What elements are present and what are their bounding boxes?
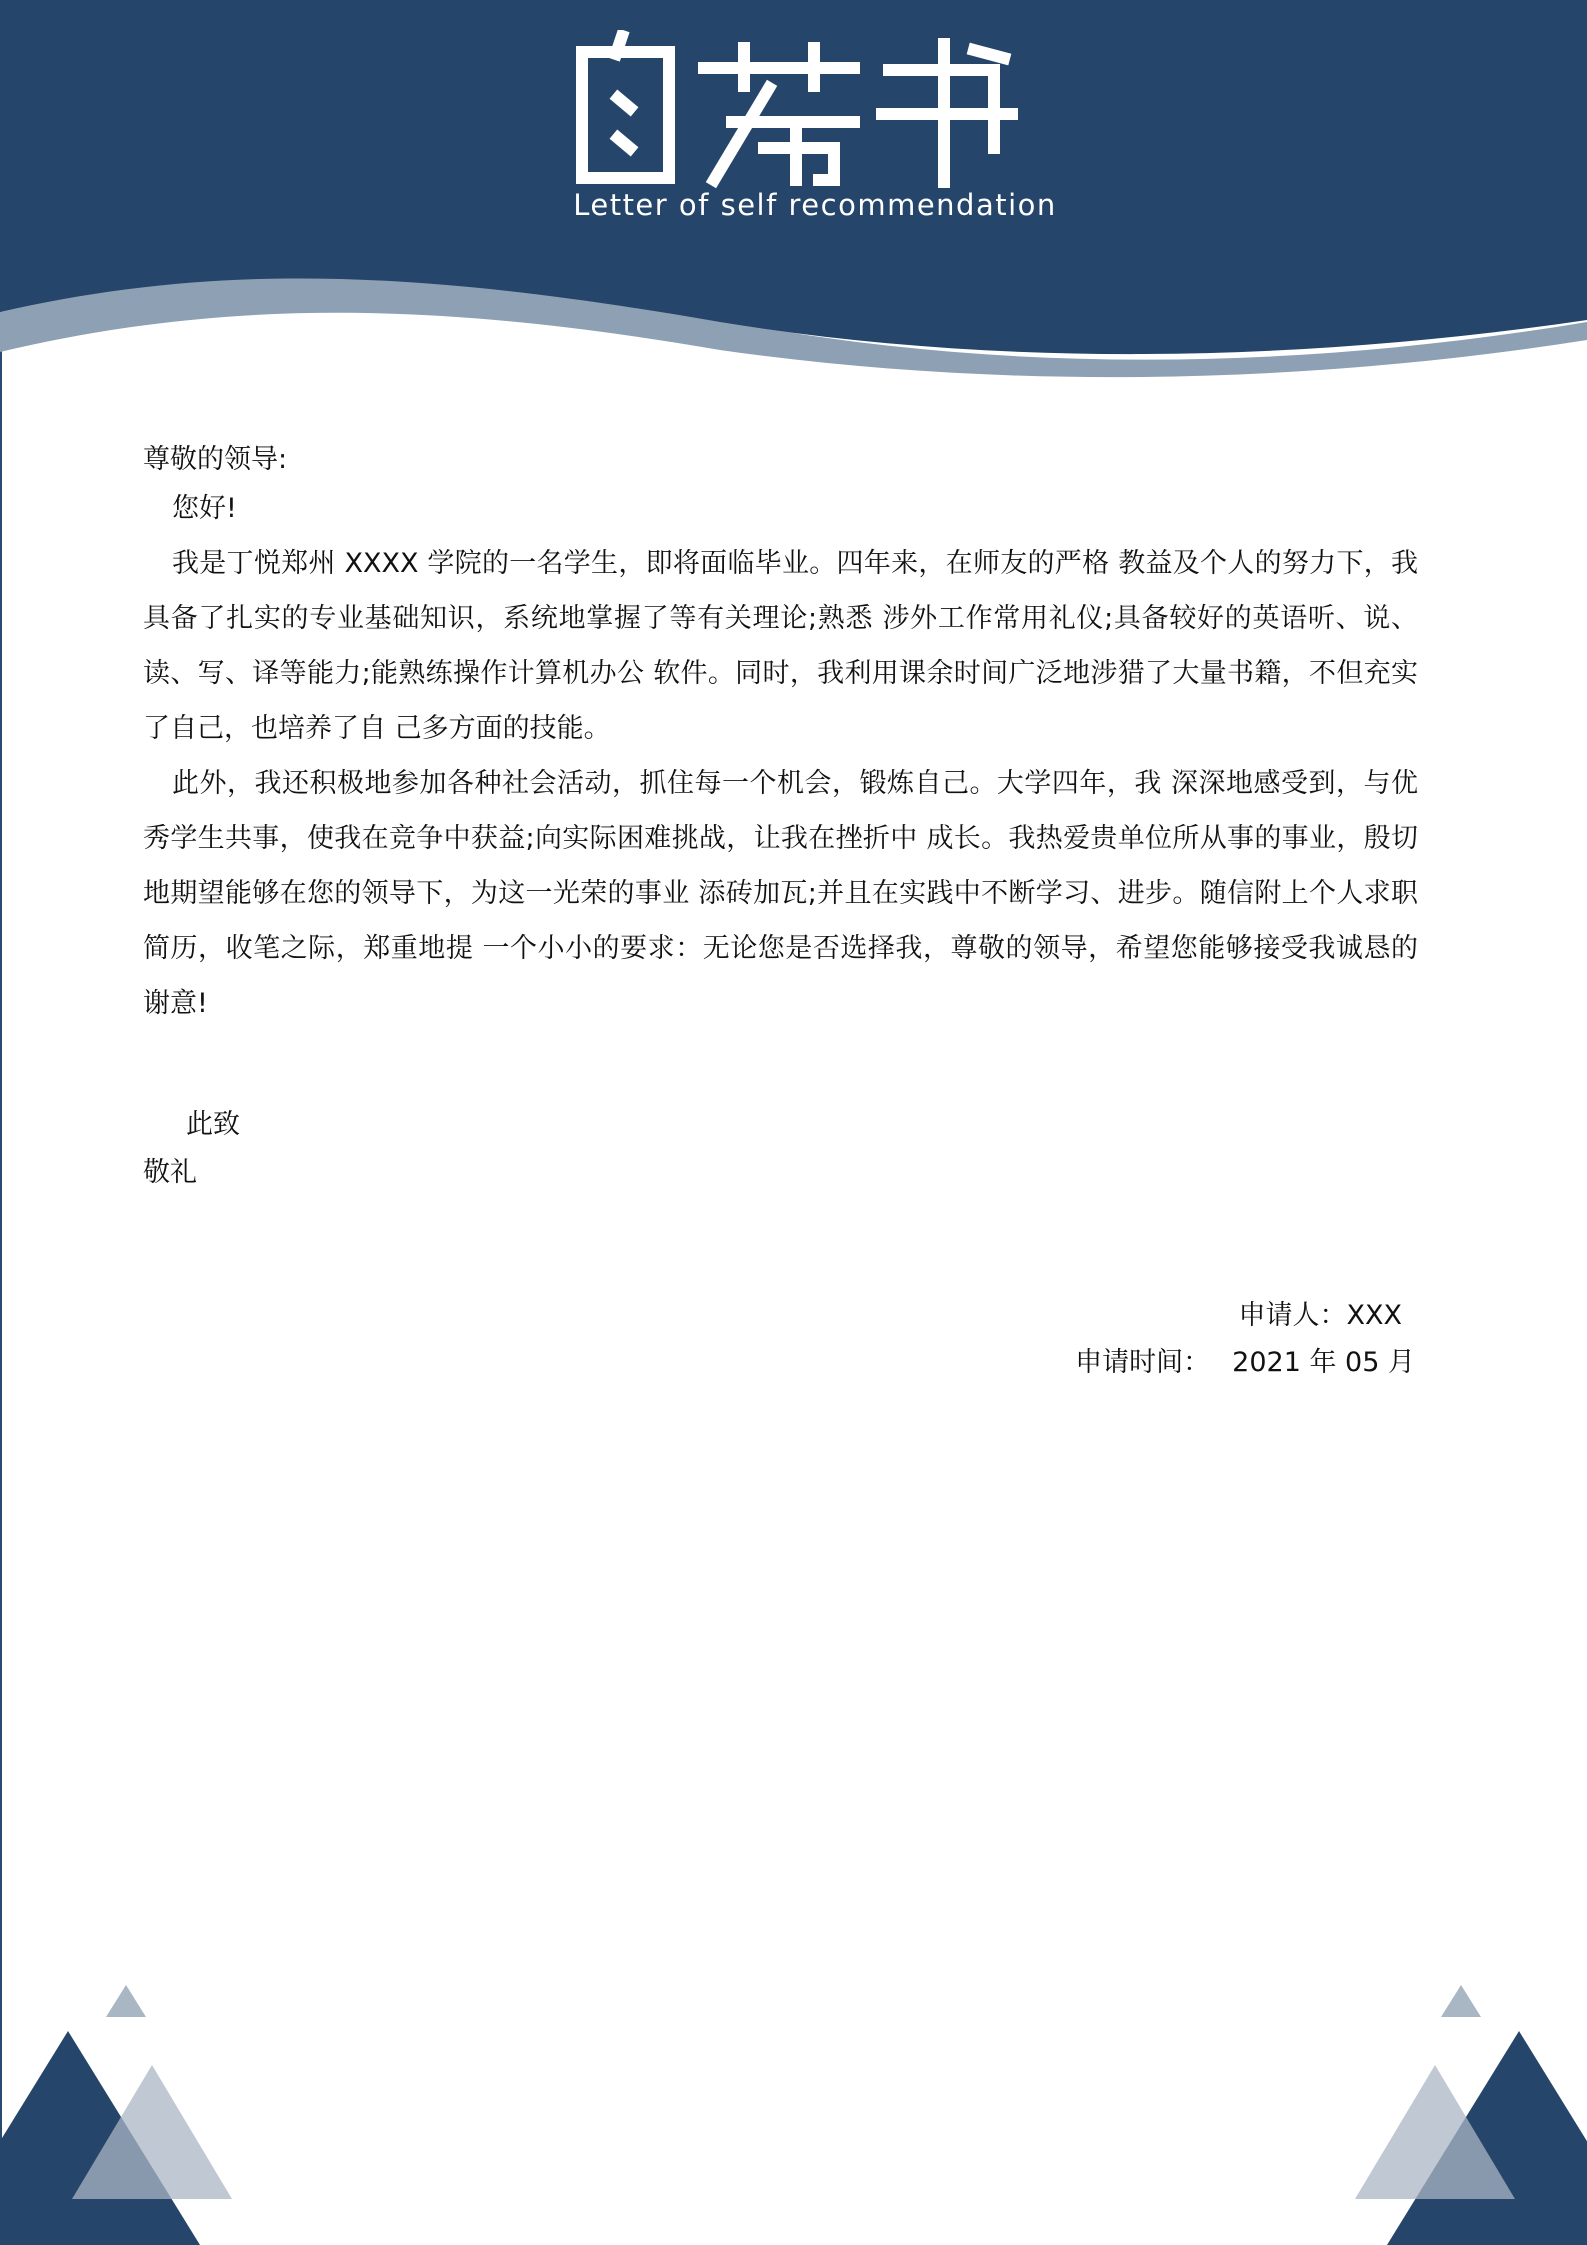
triangle-small-left: [106, 1985, 146, 2017]
greeting: 您好!: [172, 493, 237, 524]
letter-body: [143, 438, 1418, 1031]
signature-date: [1075, 1340, 1415, 1379]
decor-triangles-left: [0, 1985, 240, 2245]
letter-paragraph-1: 我是丁悦郑州 XXXX 学院的一名学生，即将面临毕业。四年来，在师友的严格 教益及个人的努力下，我具备了扎实的专业基础知识，系统地掌握了等有关理论;熟悉 涉外工作常用礼仪;具备较好的英语听、说、读、写、译等能力;能熟练操作计算机办公 软件。同时，我利用课余时间广泛地涉猎了大量书籍，不但充实了自己，也培养了自 己多方面的技能。: [143, 548, 1418, 744]
signature-date-label: 申请时间：: [1075, 1347, 1211, 1378]
page-subtitle: Letter of self recommendation: [573, 188, 1057, 222]
signature-date-value: 2021 年 05 月: [1232, 1347, 1415, 1378]
closing-line-2: 敬礼: [143, 1157, 197, 1188]
letter-paragraph-2: 此外，我还积极地参加各种社会活动，抓住每一个机会，锻炼自己。大学四年，我 深深地感受到，与优秀学生共事，使我在竞争中获益;向实际困难挑战，让我在挫折中 成长。我热爱贵单位所从事的事业，殷切地期望能够在您的领导下，为这一光荣的事业 添砖加瓦;并且在实践中不断学习、进步。随信附上个人求职简历，收笔之际，郑重地提 一个小小的要求：无论您是否选择我，尊敬的领导，希望您能够接受我诚恳的谢意!: [143, 768, 1418, 1019]
triangle-small-right: [1441, 1985, 1481, 2017]
page-title-logo: [0, 30, 1587, 190]
salutation: 尊敬的领导:: [143, 444, 288, 475]
signature-applicant: 申请人：XXX: [1238, 1300, 1402, 1331]
title-lettering: [564, 30, 1024, 190]
closing-line-1: 此致: [186, 1109, 240, 1140]
decor-triangles-right: [1347, 1985, 1587, 2245]
